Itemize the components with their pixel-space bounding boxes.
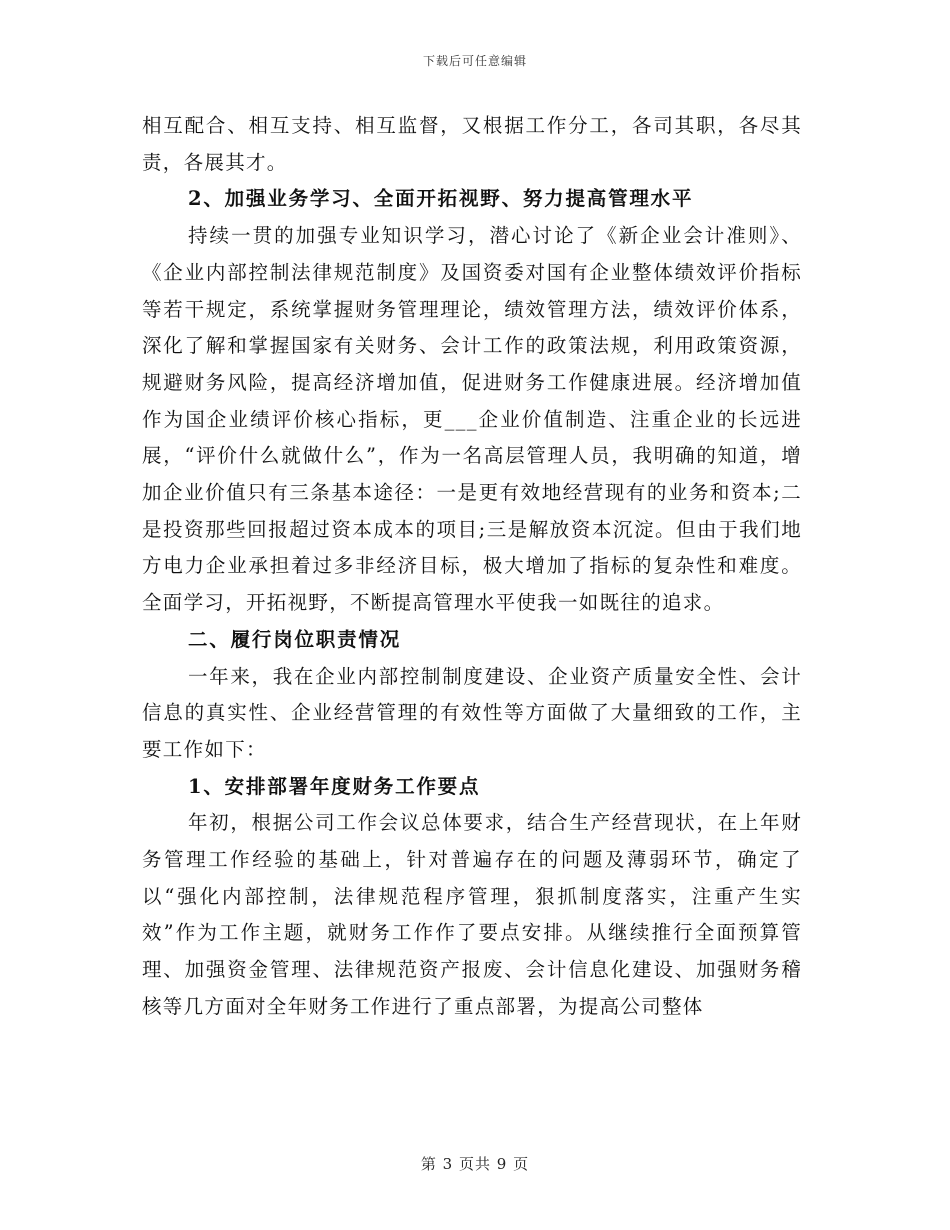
section-heading-duties: 二、履行岗位职责情况 <box>188 627 402 651</box>
paragraph-study: 持续一贯的加强专业知识学习，潜心讨论了《新企业会计准则》、《企业内部控制法律规范制度》及国资委对国有企业整体绩效评价指标等若干规定，系统掌握财务管理理论，绩效管理方法，绩效评价体系，深化了解和掌握国家有关财务、会计工作的政策法规，利用政策资源，规避财务风险，提高经济增加值，促进财务工作健康进展。经济增加值作为国企业绩评价核心指标，更___企业价值制造、注重企业的长远进展，“评价什么就做什么”，作为一名高层管理人员，我明确的知道，增加企业价值只有三条基本途径：一是更有效地经营现有的业务和资本;二是投资那些回报超过资本成本的项目;三是解放资本沉淀。但由于我们地方电力企业承担着过多非经济目标，极大增加了指标的复杂性和难度。全面学习，开拓视野，不断提高管理水平使我一如既往的追求。 <box>142 224 802 615</box>
paragraph-continuation: 相互配合、相互支持、相互监督，又根据工作分工，各司其职，各尽其责，各展其才。 <box>142 114 802 174</box>
page-number: 第 3 页共 9 页 <box>420 1155 530 1173</box>
section-heading-study: 2、加强业务学习、全面开拓视野、努力提高管理水平 <box>188 187 694 211</box>
paragraph-annual-plan: 年初，根据公司工作会议总体要求，结合生产经营现状，在上年财务管理工作经验的基础上，针对普遍存在的问题及薄弱环节，确定了以“强化内部控制，法律规范程序管理，狠抓制度落实，注重产生实效”作为工作主题，就财务工作作了要点安排。从继续推行全面预算管理、加强资金管理、法律规范资产报废、会计信息化建设、加强财务稽核等几方面对全年财务工作进行了重点部署，为提高公司整体 <box>142 811 802 1018</box>
document-body <box>142 108 802 1026</box>
paragraph-duties: 一年来，我在企业内部控制制度建设、企业资产质量安全性、会计信息的真实性、企业经营管理的有效性等方面做了大量细致的工作，主要工作如下： <box>142 664 802 761</box>
section-heading-annual-plan: 1、安排部署年度财务工作要点 <box>188 774 481 798</box>
page-header: 下载后可任意编辑 <box>422 54 527 68</box>
